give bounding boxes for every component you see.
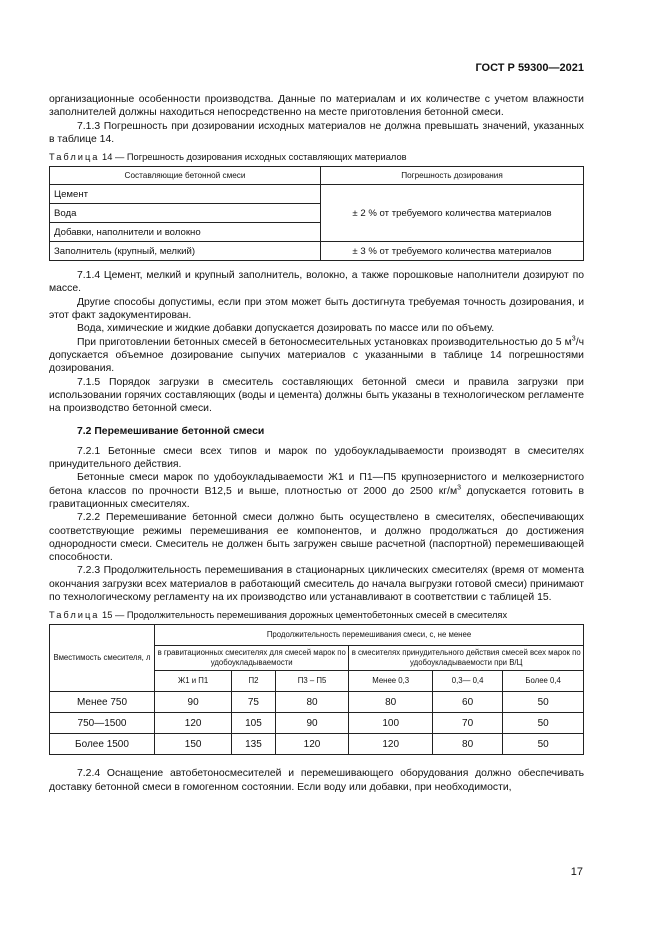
table-15-cell: 120 [349, 734, 433, 755]
table-15-cell: Более 1500 [50, 734, 155, 755]
table-row [50, 734, 584, 755]
table-15-header-forced: в смесителях принудительного действия смесей всех марок по удобоукладываемости при В/Ц [349, 646, 584, 671]
table-15-cell: 750—1500 [50, 713, 155, 734]
table-row [50, 713, 584, 734]
table-14-cell: ± 2 % от требуемого количества материалов [321, 185, 584, 242]
table-14-cell: Вода [50, 204, 321, 223]
text-fragment: Бетонные смеси марок по удобоукладываемости Ж1 и П1—П5 крупнозернистого и мелкозернистого бетона классов по прочности В12,5 и выше, плотностью от 2000 до 2500 кг/м [49, 472, 584, 497]
table-15-subheader: Менее 0,3 [349, 671, 433, 692]
table-14 [49, 166, 584, 261]
text-fragment: /ч допускается объемное дозирование сыпучих материалов с указанными в таблице 14 погрешностями дозирования. [49, 336, 584, 375]
paragraph [49, 336, 584, 376]
table-15-cell: 90 [155, 692, 232, 713]
table-15-cell: 150 [155, 734, 232, 755]
table-15-cell: 100 [349, 713, 433, 734]
paragraph-7-2-3: 7.2.3 Продолжительность перемешивания в стационарных циклических смесителях (время от момента окончания загрузки всех материалов в работающий смеситель до начала выгрузки готовой смеси) принимают по технологическому регламенту на их производство или устанавливают в соответствии с таблицей 15. [49, 565, 584, 604]
superscript: 3 [571, 335, 576, 343]
table-15-cell: 50 [503, 713, 584, 734]
table-15-cell: 90 [275, 713, 349, 734]
table-15-header-gravity: в гравитационных смесителях для смесей марок по удобоукладываемости [155, 646, 349, 671]
table-caption-text: 14 — Погрешность дозирования исходных составляющих материалов [99, 152, 407, 163]
section-heading: 7.2 Перемешивание бетонной смеси [77, 426, 265, 438]
table-15-cell: 80 [432, 734, 502, 755]
table-15-cell: 120 [155, 713, 232, 734]
table-caption-word: Таблица [49, 610, 100, 621]
paragraph-7-2-4: 7.2.4 Оснащение автобетоносмесителей и перемешивающего оборудования должно обеспечивать доставку бетонной смеси в гомогенном состоянии. Если воду или добавки, при необходимости, [49, 768, 584, 793]
paragraph-7-2-2: 7.2.2 Перемешивание бетонной смеси должно быть осуществлено в смесителях, обеспечивающих соответствующие режимы перемешивания ее компонентов, и должно продолжаться до достижения однородности смеси. Смеситель не должен быть загружен свыше расчетной (паспортной) перемешивающей способности. [49, 512, 584, 564]
paragraph-7-1-4: 7.1.4 Цемент, мелкий и крупный заполнитель, волокно, а также порошковые наполнители дозируют по массе. [49, 270, 584, 295]
table-15-cell: 120 [275, 734, 349, 755]
table-14-caption [49, 152, 584, 162]
table-15-cell: 75 [232, 692, 275, 713]
paragraph: Другие способы допустимы, если при этом может быть достигнута требуемая точность дозирования, и этот факт задокументирован. [49, 296, 584, 322]
paragraph [49, 471, 584, 511]
paragraph-7-2-1: 7.2.1 Бетонные смеси всех типов и марок по удобоукладываемости производят в смесителях принудительного действия. [49, 445, 584, 471]
table-15-subheader: П2 [232, 671, 275, 692]
table-15-subheader: Ж1 и П1 [155, 671, 232, 692]
table-15-cell: 50 [503, 734, 584, 755]
text-fragment: допускается готовить в гравитационных смесителях. [49, 485, 584, 510]
table-15-cell: 135 [232, 734, 275, 755]
document-header: ГОСТ Р 59300—2021 [475, 62, 584, 74]
table-14-cell: Цемент [50, 185, 321, 204]
page-body [49, 93, 584, 794]
table-14-cell: ± 3 % от требуемого количества материалов [321, 242, 584, 261]
table-15-subheader: П3 – П5 [275, 671, 349, 692]
paragraph: Вода, химические и жидкие добавки допускается дозировать по массе или по объему. [77, 323, 495, 335]
table-15-cell: 80 [275, 692, 349, 713]
table-14-header-component: Составляющие бетонной смеси [50, 167, 321, 185]
paragraph-7-1-5: 7.1.5 Порядок загрузки в смеситель составляющих бетонной смеси и правила загрузки при использовании горячих составляющих (воды и цемента) должны быть указаны в технологическом регламенте на производство бетонной смеси. [49, 376, 584, 415]
paragraph: организационные особенности производства. Данные по материалам и их количестве с учетом влажности заполнителей должны находиться непосредственно на месте приготовления бетонной смеси. [49, 94, 584, 119]
table-caption-text: 15 — Продолжительность перемешивания дорожных цементобетонных смесей в смесителях [99, 610, 508, 621]
page-number: 17 [570, 866, 583, 878]
table-caption-word: Таблица [49, 152, 100, 163]
paragraph-7-1-3: 7.1.3 Погрешность при дозировании исходных материалов не должна превышать значений, указанных в таблице 14. [49, 120, 584, 145]
table-15-subheader: Более 0,4 [503, 671, 584, 692]
table-15-cell: Менее 750 [50, 692, 155, 713]
table-15-header-duration: Продолжительность перемешивания смеси, с, не менее [155, 625, 584, 646]
table-15-caption [49, 610, 584, 620]
table-15-header-capacity: Вместимость смесителя, л [50, 625, 155, 692]
table-15 [49, 624, 584, 755]
text-fragment: При приготовлении бетонных смесей в бетоносмесительных установках производительностью до 5 м [77, 336, 572, 348]
table-14-cell: Добавки, наполнители и волокно [50, 223, 321, 242]
table-row [50, 692, 584, 713]
table-15-cell: 80 [349, 692, 433, 713]
table-15-cell: 60 [432, 692, 502, 713]
table-15-subheader: 0,3— 0,4 [432, 671, 502, 692]
superscript: 3 [457, 484, 461, 492]
table-15-cell: 50 [503, 692, 584, 713]
table-15-cell: 105 [232, 713, 275, 734]
table-14-cell: Заполнитель (крупный, мелкий) [50, 242, 321, 261]
table-15-cell: 70 [432, 713, 502, 734]
table-14-header-error: Погрешность дозирования [321, 167, 584, 185]
